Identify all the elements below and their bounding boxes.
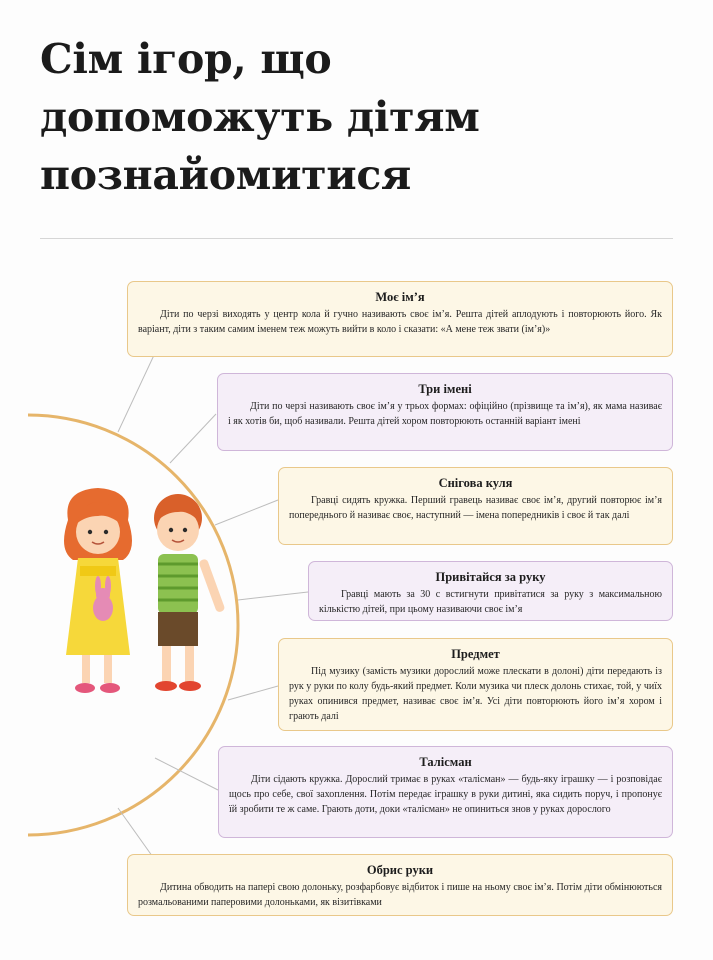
game-card-text: Діти по черзі виходять у центр кола й гучно називають своє ім’я. Решта дітей аплодують і повторюють його. Як варіант, діти з таким самим іменем теж можуть вийти в коло і сказати: «А мене теж звати (ім’я)»: [138, 309, 662, 335]
game-card-hand-outline: [127, 854, 673, 916]
game-card-text: Під музику (замість музики дорослий може плескати в долоні) діти передають із рук у руки по колу будь-який предмет. Коли музика чи плеск долонь стихає, той, у чиїх руках опинився предмет, називає своє ім’я. Усі діти повторюють його ім’я хором і грають далі: [289, 666, 662, 722]
girl-figure: [64, 488, 132, 693]
game-card-talisman: [218, 746, 673, 838]
game-card-object: [278, 638, 673, 731]
game-card-handshake: [308, 561, 673, 621]
title-line-1: Сім ігор, що: [40, 35, 332, 83]
game-card-text: Гравці мають за 30 с встигнути привітатися за руку з максимальною кількістю дітей, при цьому називаючи своє ім’я: [319, 589, 662, 615]
title-line-2: допоможуть дітям: [40, 93, 480, 141]
game-card-title: Талісман: [419, 755, 472, 769]
page-title: [40, 30, 600, 204]
game-card-title: Три імені: [418, 382, 472, 396]
game-card-title: Снігова куля: [438, 476, 513, 490]
children-illustration: [58, 480, 238, 710]
game-card-title: Обрис руки: [366, 863, 434, 877]
game-card-text: Діти по черзі називають своє ім’я у трьох формах: офіційно (прізвище та ім’я), як мама називає і як хотів би, щоб називали. Решта дітей хором повторюють останній варіант імені: [228, 401, 662, 427]
title-line-3: познайомитися: [40, 151, 412, 199]
game-card-text: Дитина обводить на папері свою долоньку, розфарбовує відбиток і пише на ньому своє ім’я. Потім діти обмінюються розмальованими паперовими долоньками, як візитівками: [138, 882, 662, 908]
game-card-snowball: [278, 467, 673, 545]
game-card-text: Гравці сидять кружка. Перший гравець називає своє ім’я, другий повторює ім’я попереднього й називає своє, наступний — імена попередників і своє й так далі: [289, 495, 662, 521]
boy-figure: [154, 494, 226, 691]
game-card-title: Привітайся за руку: [435, 570, 546, 584]
game-card-title: Моє ім’я: [375, 290, 425, 304]
game-card-my-name: [127, 281, 673, 357]
game-card-text: Діти сідають кружка. Дорослий тримає в руках «талісман» — будь-яку іграшку — і розповідає щось про себе, свої захоплення. Потім передає іграшку в руки дитині, яка сидить поруч, і пропонує їй зробити те ж саме. Грають доти, доки «талісман» не опиниться знов у руках дорослого: [229, 774, 662, 815]
game-card-three-names: [217, 373, 673, 451]
title-divider: [40, 238, 673, 239]
game-card-title: Предмет: [451, 647, 500, 661]
